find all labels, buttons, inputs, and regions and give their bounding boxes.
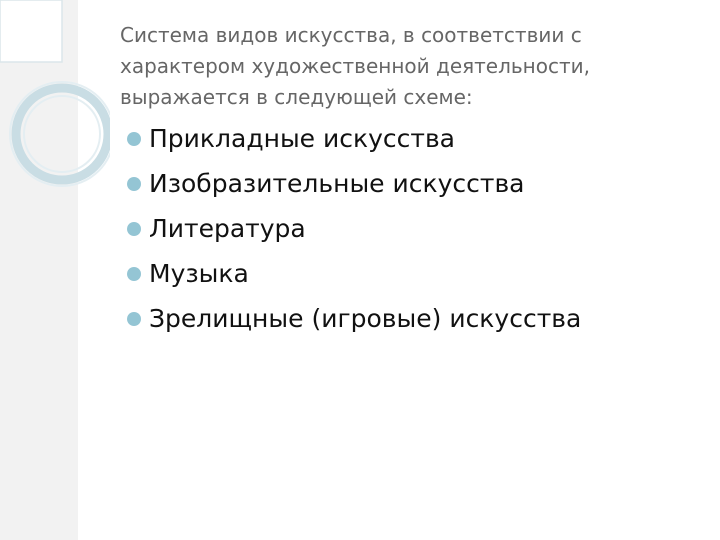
ring-decoration [0,0,110,200]
slide-title [120,20,680,113]
bullet-list [127,118,707,343]
title-line-1: Система видов искусства, в соответствии с [120,23,582,47]
circle-bullet-icon [127,222,141,236]
title-line-3: выражается в следующей схеме: [120,85,473,109]
bullet-text: Прикладные искусства [149,124,456,153]
circle-bullet-icon [127,132,141,146]
bullet-item-literature [127,208,707,253]
circle-bullet-icon [127,267,141,281]
bullet-text: Изобразительные искусства [149,169,525,198]
bullet-item-applied-arts [127,118,707,163]
bullet-item-performing-arts [127,298,707,343]
title-line-2: характером художественной деятельности, [120,54,590,78]
bullet-item-fine-arts [127,163,707,208]
circle-bullet-icon [127,177,141,191]
bullet-item-music [127,253,707,298]
circle-bullet-icon [127,312,141,326]
bullet-text: Зрелищные (игровые) искусства [149,304,582,333]
bullet-text: Музыка [149,259,249,288]
bullet-text: Литература [149,214,306,243]
